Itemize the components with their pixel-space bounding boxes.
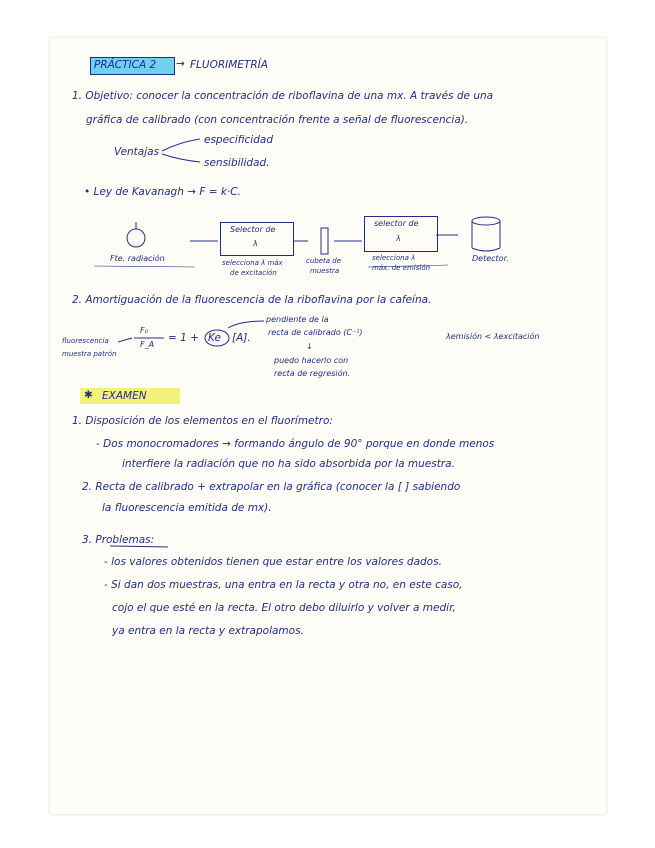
ventaja-especificidad: especificidad	[204, 134, 273, 146]
examen-item-1-line-1: 1. Disposición de los elementos en el fluorímetro:	[72, 415, 333, 427]
examen-item-3-line-2: - Si dan dos muestras, una entra en la recta y otra no, en este caso,	[104, 579, 463, 591]
selector-2-caption-2: máx. de emisión	[372, 264, 431, 272]
selector-2-caption-1: selecciona λ	[372, 254, 416, 262]
muestra-patron-label: muestra patrón	[62, 350, 117, 358]
page-title: FLUORIMETRÍA	[190, 59, 268, 71]
caption-underline-1	[94, 266, 195, 267]
radiation-source-label: Fte. radiación	[110, 254, 165, 263]
kavanagh-law: • Ley de Kavanagh → F = k·C.	[84, 186, 241, 198]
cuvette-icon	[321, 228, 328, 254]
notebook-page	[50, 38, 606, 814]
examen-label: EXAMEN	[102, 390, 147, 402]
asterisk-icon: ✱	[84, 389, 93, 401]
amortiguacion-heading: 2. Amortiguación de la fluorescencia de la riboflavina por la cafeína.	[72, 294, 432, 306]
practica-label: PRÁCTICA 2	[94, 59, 157, 71]
equation-concentration: [A].	[232, 332, 251, 344]
note-puedo-hacerlo: puedo hacerlo con	[274, 356, 349, 365]
ventaja-sensibilidad: sensibilidad.	[204, 157, 270, 169]
selector-1-caption-2: de excitación	[230, 269, 277, 277]
header-arrow: →	[176, 58, 185, 70]
cuvette-caption-2: muestra	[310, 267, 340, 275]
detector-bottom	[472, 248, 500, 251]
examen-item-3-heading: 3. Problemas:	[82, 534, 155, 546]
detector-label: Detector.	[472, 254, 509, 263]
ventajas-label: Ventajas	[114, 146, 160, 158]
selector-1-caption-1: selecciona λ máx	[222, 259, 283, 267]
note-recta-calibrado: recta de calibrado (C⁻¹)	[268, 328, 363, 337]
examen-item-2-line-2: la fluorescencia emitida de mx).	[102, 502, 272, 514]
branch-arrow-top	[162, 139, 200, 151]
objetivo-line-1: 1. Objetivo: conocer la concentración de riboflavina de una mx. A través de una	[72, 90, 494, 102]
note-down-arrow: ↓	[306, 342, 313, 351]
selector-2-line-1: selector de	[374, 219, 419, 228]
ke-link	[228, 321, 264, 328]
lamp-icon	[127, 229, 145, 247]
cuvette-caption-1: cubeta de	[306, 257, 342, 265]
selector-1-line-1: Selector de	[230, 225, 276, 234]
examen-item-1-line-2: - Dos monocromadores → formando ángulo de 90° porque en donde menos	[96, 438, 495, 450]
examen-item-1-line-3: interfiere la radiación que no ha sido absorbida por la muestra.	[122, 458, 455, 470]
fluor-arrow	[118, 338, 132, 342]
selector-2-line-2: λ	[396, 234, 401, 243]
detector-top	[472, 217, 500, 225]
note-recta-regresion: recta de regresión.	[274, 369, 351, 378]
selector-1-line-2: λ	[253, 239, 258, 248]
fluorescencia-label: fluorescencia	[62, 337, 109, 345]
equation-denominator: F_A	[140, 340, 155, 349]
examen-item-3-line-3: cojo el que esté en la recta. El otro debo diluirlo y volver a medir,	[112, 602, 456, 614]
examen-item-3-line-1: - los valores obtenidos tienen que estar entre los valores dados.	[104, 556, 442, 568]
examen-item-3-line-4: ya entra en la recta y extrapolamos.	[112, 625, 304, 637]
branch-arrow-bottom	[162, 154, 200, 162]
equation-numerator: F₀	[140, 326, 148, 335]
note-pendiente: pendiente de la	[266, 315, 329, 324]
problemas-underline	[110, 546, 168, 547]
equation-rest: = 1 +	[168, 332, 199, 344]
lambda-emission-note: λemisión < λexcitación	[446, 332, 540, 341]
objetivo-line-2: gráfica de calibrado (con concentración frente a señal de fluorescencia).	[86, 114, 469, 126]
equation-ke: Ke	[208, 332, 221, 344]
examen-item-2-line-1: 2. Recta de calibrado + extrapolar en la gráfica (conocer la [ ] sabiendo	[82, 481, 461, 493]
